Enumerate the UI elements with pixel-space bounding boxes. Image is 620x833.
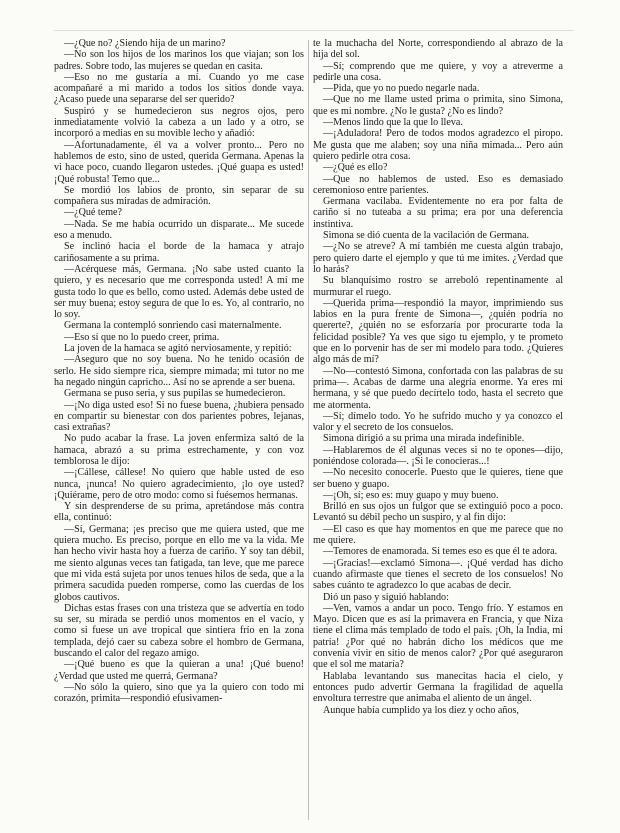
paragraph: Simona dirigió a su prima una mirada indefinible. bbox=[323, 433, 525, 445]
paragraph: —¡No diga usted eso! Si no fuese buena, ¿hubiera pensado en compartir su bienestar con dos parientes pobres, lejanas, casi extrañas? bbox=[54, 399, 304, 434]
paragraph: —¡Qué bueno es que la quieran a una! ¡Qué bueno! ¿Verdad que usted me querrá, Germana? bbox=[54, 659, 304, 682]
paragraph: te la muchacha del Norte, correspondiendo al abrazo de la hija del sol. bbox=[313, 38, 563, 61]
paragraph: —Nada. Se me había ocurrido un disparate... Me sucede eso a menudo. bbox=[54, 218, 304, 242]
paragraph: Se inclinó hacia el borde de la hamaca y atrajo cariñosamente a su prima. bbox=[54, 241, 304, 264]
paragraph: —No sólo la quiero, sino que ya la quiero con todo mi corazón, primita—respondió efusivamen- bbox=[54, 681, 304, 705]
paragraph: Simona se dió cuenta de la vacilación de Germana. bbox=[323, 230, 530, 242]
paragraph: —No necesito conocerle. Puesto que le quieres, tiene que ser bueno y guapo. bbox=[313, 467, 563, 490]
paragraph: —¿Que no? ¿Siendo hija de un marino? bbox=[64, 38, 226, 49]
paragraph: —¡Aduladora! Pero de todos modos agradezco el piropo. Me gusta que me alaben; soy una niña mimada... Pero aún quiero pedirle otra cosa. bbox=[313, 128, 563, 162]
paragraph: Aunque había cumplido ya los diez y ocho años, bbox=[323, 704, 519, 716]
paragraph: Germana vacilaba. Evidentemente no era por falta de cariño si no tuteaba a su prima; era por una deferencia instintiva. bbox=[313, 196, 563, 230]
paragraph: —Ven, vamos a andar un poco. Tengo frío. Y estamos en Mayo. Dicen que es así la primavera en Francia, y que Niza tiene el clima más templado de todo el país. ¡Oh, la India, mi patria! ¿Por qué no habrán dicho los médicos que me convenía vivir en sitio de menos calor? ¿Por qué aseguraron que el sol me mataría? bbox=[313, 602, 563, 671]
paragraph: —¿Qué es ello? bbox=[323, 162, 388, 174]
paragraph: —Sí, Germana; ¡es preciso que me quiera usted, que me quiera mucho. Es preciso, porque en ello me va la vida. Me han hecho vivir hasta hoy a fuerza de cariño. Y soy tan débil, me siento algunas veces tan fatigada, tan leve, que me parece que mi vida está sujeta por unos tenues hilos de seda, que a la primera sacudida pueden romperse, como las cuerdas de los globos cautivos. bbox=[54, 523, 304, 603]
paragraph: —Querida prima—respondió la mayor, imprimiendo sus labios en la pura frente de Simona—, ¿quién podría no quererte?, ¿quién no se esforzaría por procurarte toda la felicidad posible? Ya ves que sigo tu ejemplo, y te prometo que en lo porvenir has de ser mi modelo para todo. ¿Quieres algo más de mí? bbox=[313, 297, 563, 366]
page bbox=[54, 38, 574, 824]
paragraph: —No—contestó Simona, confortada con las palabras de su prima—. Acabas de darme una alegría enorme. Ya eres mi hermana, y sé que puedo decírtelo todo, hasta el secreto que me atormenta. bbox=[313, 365, 563, 411]
paragraph: —Afortunadamente, él va a volver pronto... Pero no hablemos de esto, sino de usted, querida Germana. Apenas la vi hace poco, cuando llegaron ustedes. ¡Qué guapa es usted! ¡Qué robusta! Temo que... bbox=[54, 139, 304, 185]
paragraph: —No son los hijos de los marinos los que viajan; son los padres. Sobre todo, las mujeres se quedan en casita. bbox=[54, 49, 304, 72]
paragraph: —El caso es que hay momentos en que me parece que no me quiere. bbox=[313, 523, 563, 547]
paragraph: —Sí; dímelo todo. Yo he sufrido mucho y ya conozco el valor y el secreto de los consuelos. bbox=[313, 410, 563, 434]
paragraph: Brilló en sus ojos un fulgor que se extinguió poco a poco. Levantó su débil pecho un suspiro, y al fin dijo: bbox=[313, 501, 563, 524]
paragraph: —Temores de enamorada. Si temes eso es que él te adora. bbox=[323, 546, 558, 558]
paragraph: —Eso no me gustaría a mí. Cuando yo me case acompañaré a mi marido a todos los sitios donde vaya. ¿Acaso puede una separarse del ser querido? bbox=[54, 71, 304, 106]
paragraph: —Que no hablemos de usted. Eso es demasiado ceremonioso entre parientes. bbox=[313, 173, 563, 196]
paragraph: Germana se puso seria, y sus pupilas se humedecieron. bbox=[64, 388, 286, 400]
paragraph: Y sin desprenderse de su prima, apretándose más contra ella, continuó: bbox=[54, 501, 304, 524]
paragraph: —Hablaremos de él algunas veces si no te opones—dijo, poniéndose colorada—. ¡Si le conocieras...! bbox=[313, 444, 563, 467]
top-rule bbox=[54, 30, 574, 31]
paragraph: No pudo acabar la frase. La joven enfermiza saltó de la hamaca, abrazó a su prima estrechamente, y con voz temblorosa le dijo: bbox=[54, 433, 304, 467]
paragraph: —Acérquese más, Germana. ¡No sabe usted cuanto la quiero, y es necesario que me corresponda usted! A mí me gusta todo lo que es bello, como usted. Además debe usted de ser muy buena; estoy segura de que lo es. Yo, al contrario, no lo soy. bbox=[54, 263, 304, 321]
paragraph: —Menos lindo que la que lo lleva. bbox=[323, 117, 463, 129]
paragraph: —¡Gracias!—exclamó Simona—. ¡Qué verdad has dicho cuando afirmaste que tienes el secreto de los consuelos! No sabes cuánto te agradezco lo que acabas de decir. bbox=[313, 557, 563, 592]
paragraph: —Pida, que yo no puedo negarle nada. bbox=[323, 83, 480, 95]
paragraph: —Sí; comprendo que me quiere, y voy a atreverme a pedirle una cosa. bbox=[313, 60, 563, 83]
paragraph: Hablaba levantando sus manecitas hacia el cielo, y entonces pudo advertir Germana la fragilidad de aquella envoltura terrestre que animaba el aliento de un ángel. bbox=[313, 670, 563, 705]
paragraph: La joven de la hamaca se agitó nerviosamente, y repitió: bbox=[64, 343, 292, 355]
paragraph: —¡Oh, sí; eso es: muy guapo y muy bueno. bbox=[323, 489, 499, 501]
paragraph: —¿Qué teme? bbox=[64, 207, 123, 219]
paragraph: —Que no me llame usted prima o primita, sino Simona, que es mi nombre. ¿No le gusta? ¿No es lindo? bbox=[313, 94, 563, 117]
paragraph: Suspiró y se humedecieron sus negros ojos, pero inmediatamente volvió la cabeza a un lado y a otro, se incorporó a medias en su movible lecho y añadió: bbox=[54, 105, 304, 140]
paragraph: Germana la contempló sonriendo casi maternalmente. bbox=[64, 320, 282, 332]
paragraph: Dichas estas frases con una tristeza que se advertía en todo su ser, su mirada se perdió unos momentos en el vacío, y como si fuese un ave tropical que sintiera frío en la zona templada, dejó caer su cabeza sobre el hombro de Germana, buscando el calor del regazo amigo. bbox=[54, 602, 304, 660]
column-divider bbox=[308, 40, 309, 820]
paragraph: —Eso sí que no lo puedo creer, prima. bbox=[64, 331, 220, 343]
paragraph: —¿No se atreve? A mí también me cuesta algún trabajo, pero quiero darte el ejemplo y que tú me imites. ¿Verdad que lo harás? bbox=[313, 241, 563, 275]
paragraph: Su blanquísimo rostro se arreboló repentinamente al murmurar el ruego. bbox=[313, 275, 563, 298]
paragraph: Se mordió los labios de pronto, sin separar de su compañera sus miradas de admiración. bbox=[54, 184, 304, 208]
right-column bbox=[313, 38, 563, 716]
paragraph: —Aseguro que no soy buena. No he tenido ocasión de serlo. He sido siempre rica, siempre mimada; mi tutor no me ha negado ningún capricho... Así no se aprende a ser buena. bbox=[54, 354, 304, 388]
paragraph: —¡Cállese, cállese! No quiero que hable usted de eso nunca, ¡nunca! No quiero agradecimiento, ¡lo oye usted? ¡Quiérame, pero de otro modo: como si fuésemos hermanas. bbox=[54, 467, 304, 501]
left-column bbox=[54, 38, 304, 705]
paragraph: Dió un paso y siguió hablando: bbox=[323, 591, 449, 603]
